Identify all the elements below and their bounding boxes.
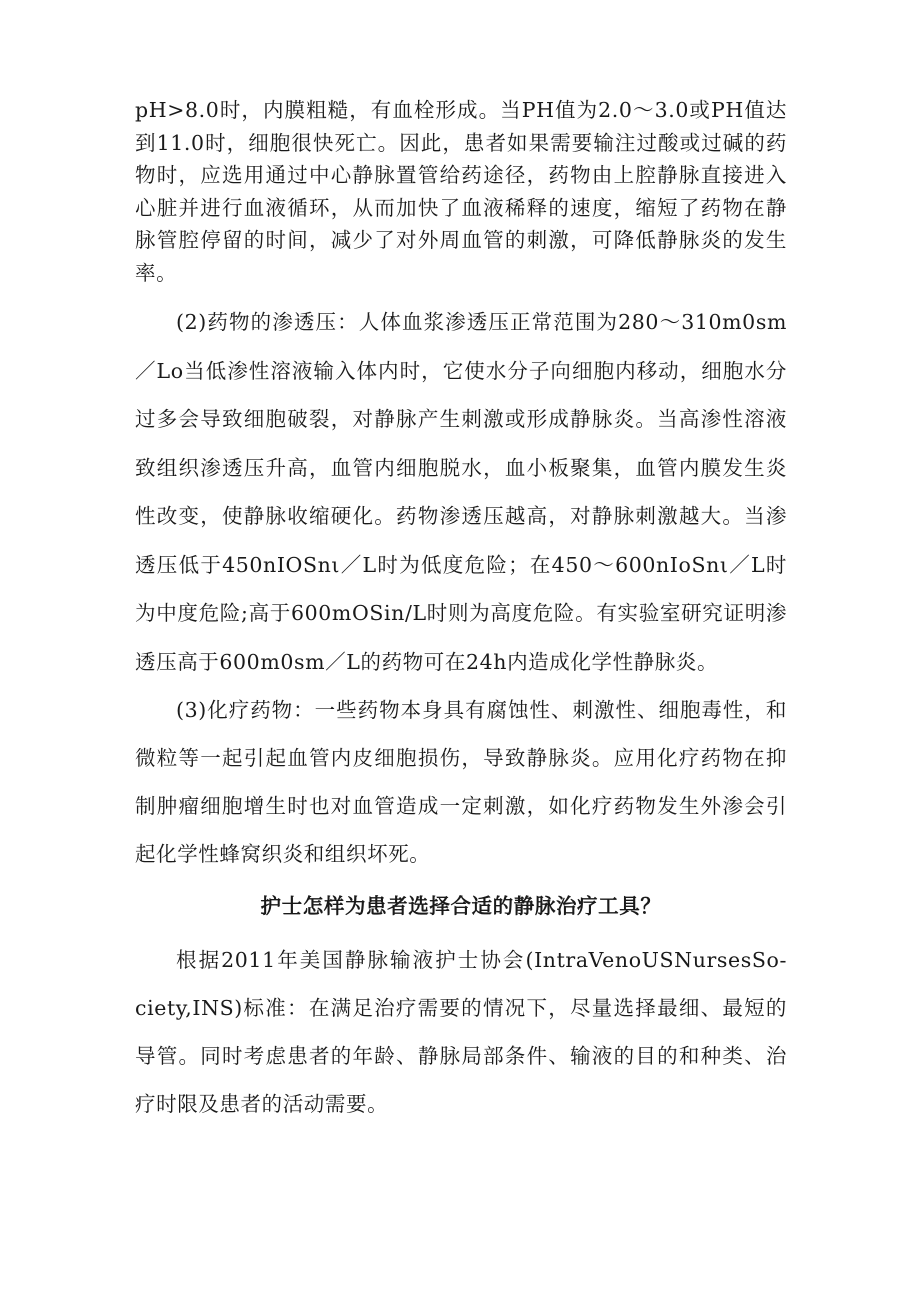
document-page [135,94,787,1128]
paragraph-ph-effects: pH>8.0时，内膜粗糙，有血栓形成。当PH值为2.0～3.0或PH值达到11.0时，细胞很快死亡。因此，患者如果需要输注过酸或过碱的药物时，应选用通过中心静脉置管给药途径，药物由上腔静脉直接进入心脏并进行血液循环，从而加快了血液稀释的速度，缩短了药物在静脉管腔停留的时间，减少了对外周血管的刺激，可降低静脉炎的发生率。 [135,98,787,285]
paragraph-chemotherapy-drugs: (3)化疗药物：一些药物本身具有腐蚀性、刺激性、细胞毒性，和微粒等一起引起血管内皮细胞损伤，导致静脉炎。应用化疗药物在抑制肿瘤细胞增生时也对血管造成一定刺激，如化疗药物发生外渗会引起化学性蜂窝织炎和组织坏死。 [135,698,787,866]
section-heading: 护士怎样为患者选择合适的静脉治疗工具？ [260,894,662,918]
paragraph-osmotic-pressure: (2)药物的渗透压：人体血浆渗透压正常范围为280～310m0sm／Lo当低渗性溶液输入体内时，它使水分子向细胞内移动，细胞水分过多会导致细胞破裂，对静脉产生刺激或形成静脉炎。当高渗性溶液致组织渗透压升高，血管内细胞脱水，血小板聚集，血管内膜发生炎性改变，使静脉收缩硬化。药物渗透压越高，对静脉刺激越大。当渗透压低于450nIOSnι／L时为低度危险；在450～600nIoSnι／L时为中度危险;高于600mOSin/L时则为高度危险。有实验室研究证明渗透压高于600m0sm／L的药物可在24h内造成化学性静脉炎。 [135,310,787,674]
paragraph-ins-standard: 根据2011年美国静脉输液护士协会(IntraVenoUSNursesSo-ciety,INS)标准：在满足治疗需要的情况下，尽量选择最细、最短的导管。同时考虑患者的年龄、静脉局部条件、输液的目的和种类、治疗时限及患者的活动需要。 [135,948,787,1116]
